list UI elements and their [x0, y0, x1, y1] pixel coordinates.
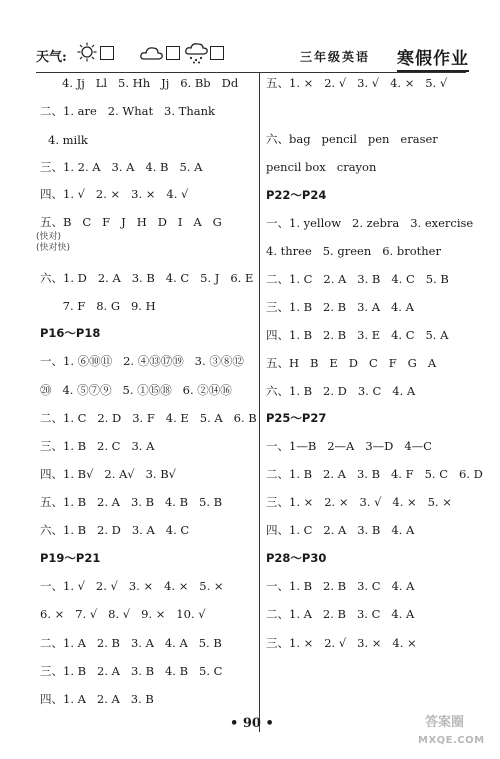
- answer-line: 一、1. √ 2. √ 3. × 4. × 5. ×: [40, 579, 224, 593]
- answer-line: 一、1. ⑥⑩⑪ 2. ④⑬⑰⑲ 3. ③⑧⑫: [40, 354, 244, 368]
- answer-line: 二、1. C 2. D 3. F 4. E 5. A 6. B: [40, 411, 257, 425]
- watermark-logo: 答案圈: [425, 715, 465, 730]
- answer-line: 二、1. C 2. A 3. B 4. C 5. B: [266, 272, 449, 286]
- answer-line: 三、1. B 2. B 3. A 4. A: [266, 300, 414, 314]
- answer-line: 6. × 7. √ 8. √ 9. × 10. √: [40, 607, 206, 621]
- answer-line: 五、B C F J H D I A G: [40, 215, 222, 229]
- handwritten-text: (快对快): [36, 243, 71, 253]
- subject-label: 三年级英语: [300, 50, 371, 64]
- section-heading: P28～P30: [266, 551, 327, 565]
- section-heading: P25～P27: [266, 411, 327, 425]
- rain-cloud-icon: [185, 42, 209, 64]
- answer-line: 六、1. B 2. D 3. A 4. C: [40, 523, 190, 537]
- answer-line: 四、1. A 2. A 3. B: [40, 692, 154, 706]
- answer-line: 一、1—B 2—A 3—D 4—C: [266, 439, 432, 453]
- section-heading: P16～P18: [40, 326, 101, 340]
- answer-line: 三、1. × 2. √ 3. × 4. ×: [266, 636, 417, 650]
- answer-line: 4. milk: [48, 133, 88, 147]
- answer-line: 四、1. B 2. B 3. E 4. C 5. A: [266, 328, 449, 342]
- answer-line: 五、1. × 2. √ 3. √ 4. × 5. √: [266, 76, 448, 90]
- answer-line: 六、1. B 2. D 3. C 4. A: [266, 384, 416, 398]
- answer-line: 四、1. C 2. A 3. B 4. A: [266, 523, 415, 537]
- answer-line: 一、1. B 2. B 3. C 4. A: [266, 579, 415, 593]
- answer-line: 三、1. B 2. A 3. B 4. B 5. C: [40, 664, 223, 678]
- weather-checkbox: [166, 46, 180, 60]
- answer-line: 二、1. B 2. A 3. B 4. F 5. C 6. D: [266, 467, 483, 481]
- answer-line: 二、1. A 2. B 3. C 4. A: [266, 607, 415, 621]
- homework-title: 寒假作业: [397, 44, 469, 72]
- sun-icon: [77, 42, 97, 62]
- answer-line: pencil box crayon: [266, 160, 377, 174]
- section-heading: P19～P21: [40, 551, 101, 565]
- page-number: • 90 •: [230, 716, 274, 731]
- weather-label: 天气:: [36, 50, 67, 65]
- handwritten-text: (快对): [36, 232, 62, 242]
- answer-line: 三、1. × 2. × 3. √ 4. × 5. ×: [266, 495, 452, 509]
- answer-line: 7. F 8. G 9. H: [48, 299, 156, 313]
- section-heading: P22～P24: [266, 188, 327, 202]
- handwritten-note: [36, 232, 70, 254]
- answer-line: ⑳ 4. ⑤⑦⑨ 5. ①⑮⑱ 6. ②⑭⑯: [40, 383, 232, 397]
- answer-line: 二、1. A 2. B 3. A 4. A 5. B: [40, 636, 222, 650]
- answer-line: 四、1. B√ 2. A√ 3. B√: [40, 467, 177, 481]
- answer-line: 五、1. B 2. A 3. B 4. B 5. B: [40, 495, 223, 509]
- answer-line: 4. Jj Ll 5. Hh Jj 6. Bb Dd: [62, 76, 239, 90]
- answer-line: 六、1. D 2. A 3. B 4. C 5. J 6. E: [40, 271, 254, 285]
- answer-line: 六、bag pencil pen eraser: [266, 132, 438, 146]
- header-rule: [36, 72, 466, 73]
- column-divider: [259, 73, 260, 732]
- answer-line: 一、1. yellow 2. zebra 3. exercise: [266, 216, 474, 230]
- weather-checkbox: [100, 46, 114, 60]
- answer-line: 二、1. are 2. What 3. Thank: [40, 104, 215, 118]
- weather-checkbox: [210, 46, 224, 60]
- answer-line: 4. three 5. green 6. brother: [266, 244, 441, 258]
- answer-line: 三、1. B 2. C 3. A: [40, 439, 155, 453]
- answer-line: 五、H B E D C F G A: [266, 356, 437, 370]
- answer-line: 四、1. √ 2. × 3. × 4. √: [40, 187, 189, 201]
- watermark-url: MXQE.COM: [418, 735, 485, 746]
- cloud-icon: [140, 44, 164, 62]
- answer-line: 三、1. 2. A 3. A 4. B 5. A: [40, 160, 203, 174]
